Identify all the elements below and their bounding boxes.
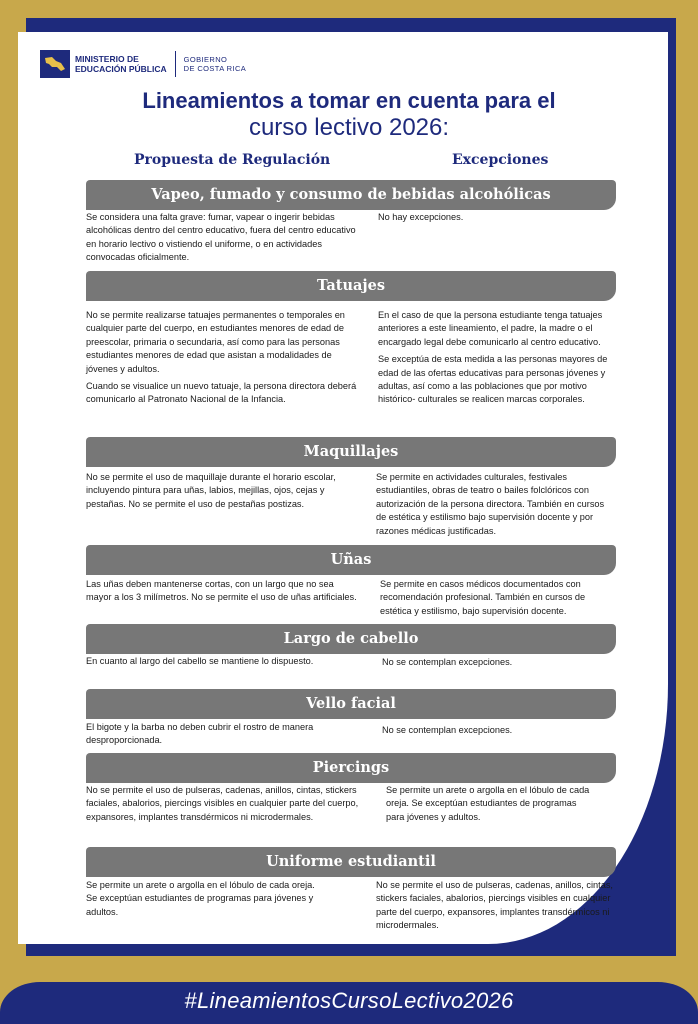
exception-paragraph: No se contemplan excepciones. xyxy=(382,725,513,735)
section-cabello-exception xyxy=(382,656,614,673)
exception-paragraph: En el caso de que la persona estudiante tenga tatuajes anteriores a este lineamiento, el padre, la madre o el encargado legal debe comunicarlo al centro educativo. xyxy=(378,310,603,347)
regulation-paragraph: No se permite el uso de pulseras, cadenas, anillos, cintas, stickers faciales, abalorios, piercings visibles en cualquier parte del cuerpo, expansores, implantes transdérmicos ni microdermales. xyxy=(86,785,359,822)
section-title-unas: Uñas xyxy=(86,545,616,575)
page-title-line1: Lineamientos a tomar en cuenta para el xyxy=(142,88,556,113)
section-unas-exception xyxy=(380,578,614,622)
exception-paragraph: Se permite en casos médicos documentados con recomendación profesional. También en cursos de estética y estilismo, bajo supervisión docente. xyxy=(380,579,586,616)
gov-line2: DE COSTA RICA xyxy=(183,64,247,73)
logo-divider xyxy=(175,51,176,77)
section-uniforme-exception xyxy=(376,879,614,937)
section-title-tatuajes: Tatuajes xyxy=(86,271,616,301)
regulation-paragraph: Las uñas deben mantenerse cortas, con un largo que no sea mayor a los 3 milímetros. No se permite el uso de uñas artificiales. xyxy=(86,579,357,603)
exception-paragraph: No se permite el uso de pulseras, cadenas, anillos, cintas, stickers faciales, abalorios, piercings visibles en cualquier parte del cuerpo, expansores, implantes transdérmicos ni microdermales. xyxy=(376,880,613,931)
section-cabello-regulation xyxy=(86,655,326,672)
section-title-maquillajes: Maquillajes xyxy=(86,437,616,467)
section-vapeo-exception xyxy=(378,211,610,228)
section-title-vapeo: Vapeo, fumado y consumo de bebidas alcohólicas xyxy=(86,180,616,210)
regulation-paragraph: Cuando se visualice un nuevo tatuaje, la persona directora deberá comunicarlo al Patronato Nacional de la Infancia. xyxy=(86,381,357,405)
section-title-cabello: Largo de cabello xyxy=(86,624,616,654)
section-vello-regulation xyxy=(86,721,358,752)
section-piercings-regulation xyxy=(86,784,362,828)
section-vello-exception xyxy=(382,724,614,741)
gov-line1: GOBIERNO xyxy=(183,55,228,64)
column-header-regulation: Propuesta de Regulación xyxy=(134,152,331,168)
regulation-paragraph: El bigote y la barba no deben cubrir el rostro de manera desproporcionada. xyxy=(86,722,314,746)
regulation-paragraph: No se permite realizarse tatuajes permanentes o temporales en cualquier parte del cuerpo, en estudiantes menores de edad de preescolar, primaria o secundaria, así como para las personas estudiantes menores de edad que asistan a modalidades de jóvenes y adultos. xyxy=(86,310,345,374)
section-title-vello: Vello facial xyxy=(86,689,616,719)
section-unas-regulation xyxy=(86,578,358,609)
mep-logo xyxy=(40,50,246,78)
section-vapeo-regulation xyxy=(86,211,364,269)
section-tatuajes-regulation xyxy=(86,309,364,411)
regulation-paragraph: Se permite un arete o argolla en el lóbulo de cada oreja. Se exceptúan estudiantes de programas para jóvenes y adultos. xyxy=(86,880,315,917)
regulation-paragraph: En cuanto al largo del cabello se mantiene lo dispuesto. xyxy=(86,656,314,666)
column-header-exceptions: Excepciones xyxy=(452,152,549,168)
costa-rica-map-icon xyxy=(40,50,70,78)
exception-paragraph: No se contemplan excepciones. xyxy=(382,657,513,667)
exception-paragraph: No hay excepciones. xyxy=(378,212,464,222)
section-title-piercings: Piercings xyxy=(86,753,616,783)
section-uniforme-regulation xyxy=(86,879,326,923)
exception-paragraph: Se exceptúa de esta medida a las personas mayores de edad de las ofertas educativas para personas jóvenes y adultas, así como a las poblaciones que por motivo histórico- culturales se realicen marcas corporales. xyxy=(378,354,608,405)
exception-paragraph: Se permite en actividades culturales, festivales estudiantiles, obras de teatro o bailes folclóricos con autorización de la persona directora. También en cursos de estética y estilismo bajo supervisión docente y por razones médicas justificadas. xyxy=(376,472,605,536)
section-title-uniforme: Uniforme estudiantil xyxy=(86,847,616,877)
regulation-paragraph: Se considera una falta grave: fumar, vapear o ingerir bebidas alcohólicas dentro del centro educativo, fuera del centro educativo en horario lectivo o vistiendo el uniforme, o en actividades convocadas oficialmente. xyxy=(86,212,356,263)
ministry-line1: MINISTERIO DE xyxy=(75,54,139,64)
section-maquillajes-regulation xyxy=(86,471,360,515)
section-piercings-exception xyxy=(386,784,596,828)
ministry-line2: EDUCACIÓN PÚBLICA xyxy=(75,64,167,74)
exception-paragraph: Se permite un arete o argolla en el lóbulo de cada oreja. Se exceptúan estudiantes de programas para jóvenes y adultos. xyxy=(386,785,590,822)
section-maquillajes-exception xyxy=(376,471,614,542)
section-tatuajes-exception xyxy=(378,309,614,411)
page-title-line2: curso lectivo 2026: xyxy=(248,114,450,141)
footer-hashtag: #LineamientosCursoLectivo2026 xyxy=(184,988,514,1013)
regulation-paragraph: No se permite el uso de maquillaje durante el horario escolar, incluyendo pintura para uñas, labios, mejillas, ojos, cejas y pestañas. No se permite el uso de pestañas postizas. xyxy=(86,472,336,509)
